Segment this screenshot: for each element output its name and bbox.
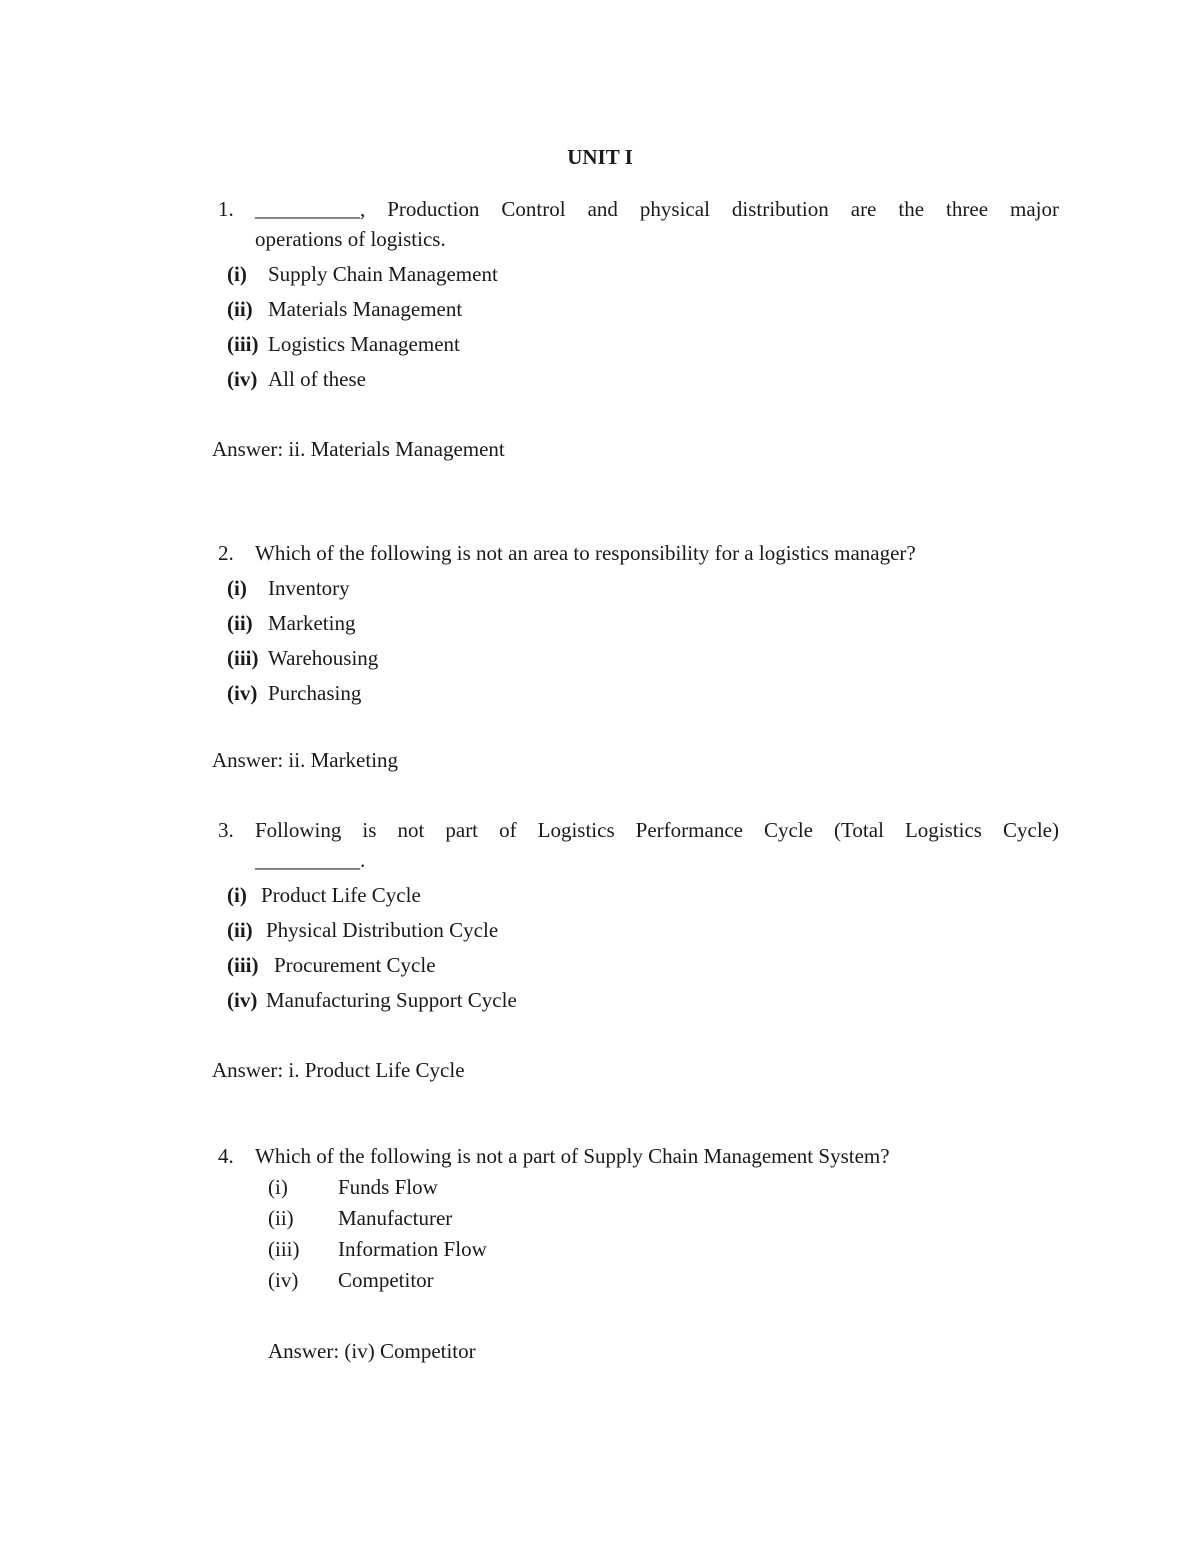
question-number: 1. xyxy=(218,197,234,221)
option-label: (iii) xyxy=(227,332,259,356)
question-text-line-1: Which of the following is not an area to responsibility for a logistics manager? xyxy=(255,541,916,565)
option-label: (iii) xyxy=(268,1237,300,1261)
option-text: Competitor xyxy=(338,1268,434,1292)
option-text: Manufacturer xyxy=(338,1206,453,1230)
option-label: (iv) xyxy=(227,367,258,391)
option-label: (ii) xyxy=(227,297,253,321)
question-text-line-2: __________. xyxy=(255,848,366,872)
option-text: Supply Chain Management xyxy=(268,262,498,286)
option-label: (i) xyxy=(227,883,247,907)
option-label: (iv) xyxy=(227,988,258,1012)
question-text-line-2: operations of logistics. xyxy=(255,227,446,251)
option-text: Physical Distribution Cycle xyxy=(266,918,499,942)
option-text: Manufacturing Support Cycle xyxy=(266,988,517,1012)
option-label: (iii) xyxy=(227,953,259,977)
answer-text: Answer: ii. Marketing xyxy=(212,748,399,772)
option-label: (iv) xyxy=(268,1268,299,1292)
question-number: 4. xyxy=(218,1144,234,1168)
option-text: Logistics Management xyxy=(268,332,460,356)
option-label: (i) xyxy=(227,262,247,286)
option-label: (i) xyxy=(268,1175,288,1199)
option-label: (iv) xyxy=(227,681,258,705)
option-label: (i) xyxy=(227,576,247,600)
answer-text: Answer: i. Product Life Cycle xyxy=(212,1058,465,1082)
option-label: (ii) xyxy=(227,918,253,942)
option-text: Inventory xyxy=(268,576,350,600)
question-number: 2. xyxy=(218,541,234,565)
option-text: Funds Flow xyxy=(338,1175,438,1199)
option-text: Product Life Cycle xyxy=(261,883,421,907)
answer-text: Answer: ii. Materials Management xyxy=(212,437,505,461)
option-label: (ii) xyxy=(268,1206,294,1230)
question-number: 3. xyxy=(218,818,234,842)
answer-text: Answer: (iv) Competitor xyxy=(268,1339,476,1363)
question-text-line-1: Following is not part of Logistics Performance Cycle (Total Logistics Cycle) xyxy=(255,818,1059,842)
option-text: Purchasing xyxy=(268,681,362,705)
question-text-line-1: __________, Production Control and physical distribution are the three major xyxy=(255,197,1059,221)
option-text: Procurement Cycle xyxy=(274,953,436,977)
option-label: (iii) xyxy=(227,646,259,670)
page-title: UNIT I xyxy=(567,145,633,169)
question-text-line-1: Which of the following is not a part of Supply Chain Management System? xyxy=(255,1144,890,1168)
option-text: Warehousing xyxy=(268,646,379,670)
option-label: (ii) xyxy=(227,611,253,635)
option-text: All of these xyxy=(268,367,366,391)
option-text: Materials Management xyxy=(268,297,463,321)
option-text: Information Flow xyxy=(338,1237,487,1261)
option-text: Marketing xyxy=(268,611,356,635)
